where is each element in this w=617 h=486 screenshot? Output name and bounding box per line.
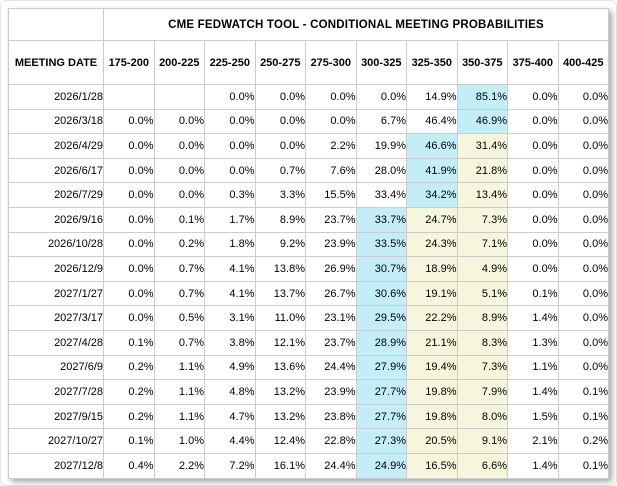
- probability-cell: 26.7%: [306, 281, 357, 306]
- probability-cell: 8.9%: [457, 306, 508, 331]
- probability-cell: 13.6%: [255, 355, 306, 380]
- rate-range-header: 300-325: [356, 41, 407, 85]
- meeting-date-cell: 2027/12/8: [9, 453, 104, 478]
- probability-cell: 0.4%: [104, 453, 155, 478]
- probability-cell: 0.1%: [154, 207, 205, 232]
- probability-cell: 19.1%: [407, 281, 458, 306]
- probability-cell: 0.0%: [558, 134, 609, 159]
- probability-cell: 4.1%: [205, 257, 256, 282]
- probability-cell: 1.4%: [508, 380, 559, 405]
- probability-cell: 12.1%: [255, 330, 306, 355]
- probability-cell: 0.0%: [104, 158, 155, 183]
- probability-cell: 0.0%: [104, 232, 155, 257]
- probability-cell: 24.4%: [306, 355, 357, 380]
- probability-cell: 31.4%: [457, 134, 508, 159]
- probability-cell: 0.1%: [104, 330, 155, 355]
- probability-cell: 0.0%: [306, 85, 357, 110]
- probability-cell: 13.7%: [255, 281, 306, 306]
- probability-cell: 0.0%: [154, 183, 205, 208]
- probability-cell: 24.7%: [407, 207, 458, 232]
- probability-cell: 19.4%: [407, 355, 458, 380]
- probability-cell: 1.0%: [154, 429, 205, 454]
- probability-cell: 13.2%: [255, 404, 306, 429]
- meeting-date-cell: 2027/1/27: [9, 281, 104, 306]
- probability-cell: 0.0%: [104, 257, 155, 282]
- probability-cell: 33.5%: [356, 232, 407, 257]
- table-row: [9, 453, 609, 478]
- table-row: [9, 134, 609, 159]
- meeting-date-cell: 2026/12/9: [9, 257, 104, 282]
- probability-cell: 0.7%: [154, 330, 205, 355]
- probability-cell: 0.7%: [154, 257, 205, 282]
- probability-cell: 1.8%: [205, 232, 256, 257]
- probability-cell: 23.9%: [306, 232, 357, 257]
- probability-cell: 46.6%: [407, 134, 458, 159]
- table-row: [9, 85, 609, 110]
- probability-cell: 0.0%: [508, 134, 559, 159]
- probability-cell: 2.1%: [508, 429, 559, 454]
- probability-cell: 23.7%: [306, 330, 357, 355]
- meeting-date-cell: 2026/6/17: [9, 158, 104, 183]
- probability-cell: 28.9%: [356, 330, 407, 355]
- probability-cell: 0.0%: [508, 207, 559, 232]
- probability-cell: 85.1%: [457, 85, 508, 110]
- probability-cell: 0.7%: [255, 158, 306, 183]
- probability-cell: 4.7%: [205, 404, 256, 429]
- table-row: [9, 257, 609, 282]
- probability-cell: 4.1%: [205, 281, 256, 306]
- probability-cell: 21.8%: [457, 158, 508, 183]
- probability-cell: 0.0%: [205, 85, 256, 110]
- probability-cell: 0.0%: [558, 355, 609, 380]
- probability-cell: 0.0%: [508, 158, 559, 183]
- probability-cell: 7.1%: [457, 232, 508, 257]
- table-row: [9, 232, 609, 257]
- probability-cell: 0.5%: [154, 306, 205, 331]
- probability-cell: 18.9%: [407, 257, 458, 282]
- rate-range-header: 375-400: [508, 41, 559, 85]
- probability-cell: 0.0%: [104, 134, 155, 159]
- probability-cell: 13.8%: [255, 257, 306, 282]
- probability-cell: 24.3%: [407, 232, 458, 257]
- probability-cell: 0.0%: [558, 232, 609, 257]
- title-row: [9, 9, 609, 41]
- probability-cell: 7.6%: [306, 158, 357, 183]
- probability-cell: 33.4%: [356, 183, 407, 208]
- probability-cell: 0.0%: [356, 85, 407, 110]
- meeting-date-cell: 2026/10/28: [9, 232, 104, 257]
- meeting-date-cell: 2026/4/29: [9, 134, 104, 159]
- probability-cell: 19.9%: [356, 134, 407, 159]
- probability-cell: 0.0%: [508, 257, 559, 282]
- probability-cell: 0.0%: [508, 232, 559, 257]
- table-row: [9, 207, 609, 232]
- probability-cell: 15.5%: [306, 183, 357, 208]
- probability-cell: 21.1%: [407, 330, 458, 355]
- meeting-date-cell: 2026/3/18: [9, 109, 104, 134]
- probability-cell: 0.0%: [154, 134, 205, 159]
- table-row: [9, 404, 609, 429]
- rate-range-header: 350-375: [457, 41, 508, 85]
- table-row: [9, 183, 609, 208]
- probability-cell: 0.0%: [205, 109, 256, 134]
- rate-range-header: 250-275: [255, 41, 306, 85]
- probability-cell: 27.7%: [356, 380, 407, 405]
- probability-cell: 30.6%: [356, 281, 407, 306]
- probability-cell: 0.0%: [508, 109, 559, 134]
- probability-cell: 0.0%: [154, 158, 205, 183]
- probability-cell: 1.7%: [205, 207, 256, 232]
- probability-cell: 0.0%: [154, 109, 205, 134]
- probability-cell: 0.0%: [558, 183, 609, 208]
- probability-cell: 0.0%: [558, 109, 609, 134]
- rate-range-header: 225-250: [205, 41, 256, 85]
- probability-cell: 0.0%: [508, 85, 559, 110]
- probability-cell: 9.1%: [457, 429, 508, 454]
- probability-cell: 3.3%: [255, 183, 306, 208]
- probability-cell: 0.0%: [558, 207, 609, 232]
- table-title: CME FEDWATCH TOOL - CONDITIONAL MEETING PROBABILITIES: [104, 9, 609, 41]
- probability-cell: 46.9%: [457, 109, 508, 134]
- probability-cell: 0.0%: [205, 158, 256, 183]
- probability-cell: 0.0%: [508, 183, 559, 208]
- table-row: [9, 158, 609, 183]
- probability-cell: 2.2%: [306, 134, 357, 159]
- probability-cell: 0.0%: [104, 306, 155, 331]
- probability-cell: 0.0%: [558, 257, 609, 282]
- probability-cell: 3.1%: [205, 306, 256, 331]
- probability-cell: 24.4%: [306, 453, 357, 478]
- probability-cell: 9.2%: [255, 232, 306, 257]
- probability-cell: [104, 85, 155, 110]
- table-row: [9, 429, 609, 454]
- probability-cell: 0.0%: [104, 207, 155, 232]
- probability-cell: [154, 85, 205, 110]
- probability-cell: 4.4%: [205, 429, 256, 454]
- probability-cell: 8.3%: [457, 330, 508, 355]
- probability-cell: 1.4%: [508, 453, 559, 478]
- probability-cell: 14.9%: [407, 85, 458, 110]
- probability-cell: 0.0%: [255, 85, 306, 110]
- table-row: [9, 380, 609, 405]
- probability-cell: 23.8%: [306, 404, 357, 429]
- meeting-date-cell: 2027/4/28: [9, 330, 104, 355]
- table-row: [9, 330, 609, 355]
- probability-cell: 22.2%: [407, 306, 458, 331]
- probability-cell: 0.2%: [104, 380, 155, 405]
- probability-cell: 7.2%: [205, 453, 256, 478]
- table-row: [9, 355, 609, 380]
- meeting-date-cell: 2027/7/28: [9, 380, 104, 405]
- probability-cell: 5.1%: [457, 281, 508, 306]
- probability-cell: 7.3%: [457, 355, 508, 380]
- probability-cell: 23.1%: [306, 306, 357, 331]
- probability-cell: 26.9%: [306, 257, 357, 282]
- probability-cell: 28.0%: [356, 158, 407, 183]
- probability-cell: 34.2%: [407, 183, 458, 208]
- probability-cell: 0.2%: [104, 355, 155, 380]
- table-row: [9, 109, 609, 134]
- probability-cell: 3.8%: [205, 330, 256, 355]
- probability-cell: 46.4%: [407, 109, 458, 134]
- meeting-date-cell: 2026/9/16: [9, 207, 104, 232]
- probability-cell: 19.8%: [407, 404, 458, 429]
- probability-cell: 11.0%: [255, 306, 306, 331]
- probability-cell: 0.1%: [558, 380, 609, 405]
- rate-range-header: 400-425: [558, 41, 609, 85]
- probability-cell: 8.0%: [457, 404, 508, 429]
- probability-cell: 29.5%: [356, 306, 407, 331]
- probability-cell: 27.7%: [356, 404, 407, 429]
- probability-cell: 1.3%: [508, 330, 559, 355]
- probability-cell: 0.2%: [558, 429, 609, 454]
- probability-cell: 2.2%: [154, 453, 205, 478]
- probability-cell: 1.1%: [154, 380, 205, 405]
- table-row: [9, 306, 609, 331]
- probability-cell: 0.7%: [154, 281, 205, 306]
- table-row: [9, 281, 609, 306]
- probability-cell: 0.1%: [558, 404, 609, 429]
- probability-cell: 19.8%: [407, 380, 458, 405]
- probability-cell: 4.9%: [205, 355, 256, 380]
- corner-cell: [9, 9, 104, 41]
- meeting-date-cell: 2027/6/9: [9, 355, 104, 380]
- probability-cell: 12.4%: [255, 429, 306, 454]
- probability-cell: 0.0%: [104, 281, 155, 306]
- probability-cell: 0.2%: [154, 232, 205, 257]
- probability-cell: 1.1%: [508, 355, 559, 380]
- probability-cell: 22.8%: [306, 429, 357, 454]
- probability-cell: 0.0%: [255, 109, 306, 134]
- probability-cell: 6.6%: [457, 453, 508, 478]
- meeting-date-header: MEETING DATE: [9, 41, 104, 85]
- probability-cell: 1.5%: [508, 404, 559, 429]
- probability-cell: 0.1%: [558, 453, 609, 478]
- probability-cell: 0.0%: [104, 183, 155, 208]
- probability-cell: 1.4%: [508, 306, 559, 331]
- probability-cell: 16.5%: [407, 453, 458, 478]
- probability-cell: 0.1%: [104, 429, 155, 454]
- probability-cell: 7.3%: [457, 207, 508, 232]
- probability-cell: 0.0%: [255, 134, 306, 159]
- probability-cell: 20.5%: [407, 429, 458, 454]
- probability-cell: 0.0%: [104, 109, 155, 134]
- probability-cell: 27.9%: [356, 355, 407, 380]
- probability-cell: 1.1%: [154, 404, 205, 429]
- probability-cell: 13.2%: [255, 380, 306, 405]
- meeting-date-cell: 2027/9/15: [9, 404, 104, 429]
- meeting-date-cell: 2026/1/28: [9, 85, 104, 110]
- probability-cell: 4.8%: [205, 380, 256, 405]
- probability-cell: 0.0%: [306, 109, 357, 134]
- meeting-date-cell: 2027/10/27: [9, 429, 104, 454]
- probability-cell: 8.9%: [255, 207, 306, 232]
- probability-cell: 33.7%: [356, 207, 407, 232]
- probability-cell: 13.4%: [457, 183, 508, 208]
- probability-cell: 0.0%: [558, 281, 609, 306]
- probability-cell: 41.9%: [407, 158, 458, 183]
- probability-cell: 30.7%: [356, 257, 407, 282]
- probability-cell: 0.0%: [558, 330, 609, 355]
- rate-range-header: 200-225: [154, 41, 205, 85]
- rate-range-header: 325-350: [407, 41, 458, 85]
- probability-cell: 4.9%: [457, 257, 508, 282]
- probability-cell: 0.0%: [558, 85, 609, 110]
- probability-cell: 0.2%: [104, 404, 155, 429]
- probability-cell: 1.1%: [154, 355, 205, 380]
- column-header-row: [9, 41, 609, 85]
- rate-range-header: 175-200: [104, 41, 155, 85]
- probability-cell: 7.9%: [457, 380, 508, 405]
- probability-cell: 23.9%: [306, 380, 357, 405]
- probability-cell: 6.7%: [356, 109, 407, 134]
- probability-cell: 24.9%: [356, 453, 407, 478]
- probability-cell: 16.1%: [255, 453, 306, 478]
- probability-cell: 0.0%: [205, 134, 256, 159]
- rate-range-header: 275-300: [306, 41, 357, 85]
- probability-cell: 23.7%: [306, 207, 357, 232]
- probability-cell: 27.3%: [356, 429, 407, 454]
- probability-cell: 0.0%: [558, 306, 609, 331]
- meeting-date-cell: 2027/3/17: [9, 306, 104, 331]
- probability-cell: 0.1%: [508, 281, 559, 306]
- probability-cell: 0.3%: [205, 183, 256, 208]
- meeting-date-cell: 2026/7/29: [9, 183, 104, 208]
- probability-cell: 0.0%: [558, 158, 609, 183]
- conditional-probabilities-table: [8, 8, 609, 479]
